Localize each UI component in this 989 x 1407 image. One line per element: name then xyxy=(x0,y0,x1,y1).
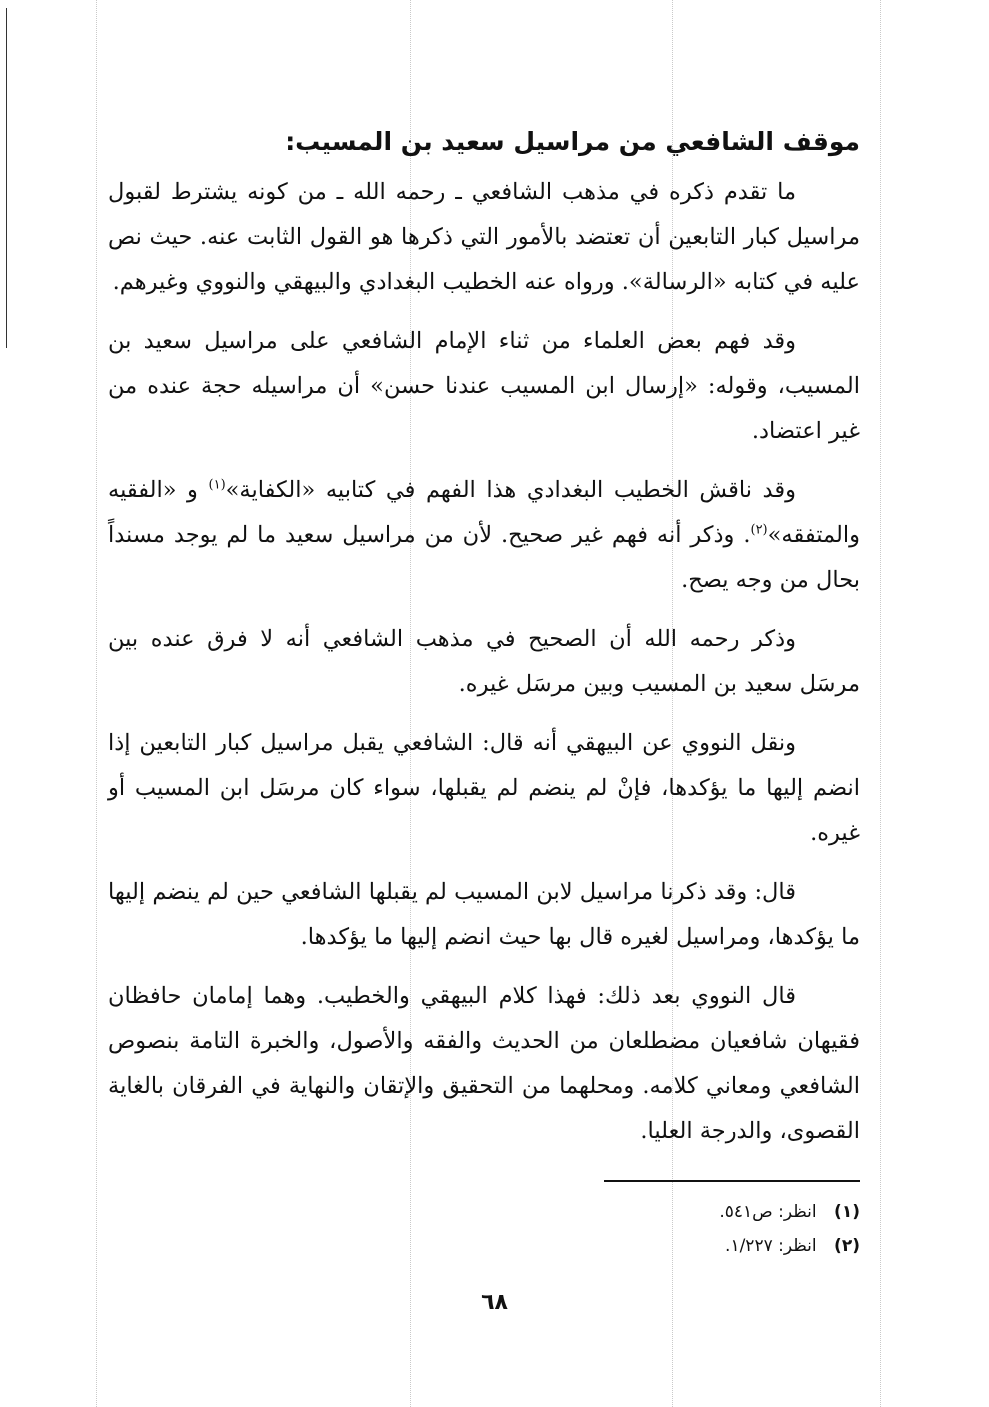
paragraph: وذكر رحمه الله أن الصحيح في مذهب الشافعي أنه لا فرق عنده بين مرسَل سعيد بن المسيب وبين مرسَل غيره. xyxy=(108,626,860,697)
footnote-text: انظر: ص٥٤١. xyxy=(719,1202,817,1222)
section-heading: موقف الشافعي من مراسيل سعيد بن المسيب: xyxy=(285,127,860,156)
page-body xyxy=(108,118,860,1168)
scan-artifact-line xyxy=(880,0,882,1407)
footnote-divider xyxy=(604,1180,860,1182)
paragraph-text: . وذكر أنه فهم غير صحيح. لأن من مراسيل سعيد ما لم يوجد مسنداً بحال من وجه يصح. xyxy=(108,522,860,593)
footnote-ref: (١) xyxy=(208,477,226,493)
footnote-number: (٢) xyxy=(834,1236,860,1256)
page-number: ٦٨ xyxy=(481,1290,508,1315)
paragraph-text: و «الفقيه والمتفقه» xyxy=(108,477,860,548)
footnotes xyxy=(460,1195,860,1263)
footnote xyxy=(460,1229,860,1263)
paragraph: قال النووي بعد ذلك: فهذا كلام البيهقي والخطيب. وهما إمامان حافظان فقيهان شافعيان مضطلعان من الحديث والفقه والأصول، والخبرة التامة بنصوص الشافعي ومعاني كلامه. ومحلهما من التحقيق والإتقان والنهاية في الفرقان بالغاية القصوى، والدرجة العليا. xyxy=(108,983,860,1144)
scan-artifact-line xyxy=(96,0,98,1407)
footnote-text: انظر: ١/٢٢٧. xyxy=(725,1236,817,1256)
footnote-number: (١) xyxy=(834,1202,860,1222)
paragraph: ونقل النووي عن البيهقي أنه قال: الشافعي يقبل مراسيل كبار التابعين إذا انضم إليها ما يؤكدها، فإنْ لم ينضم لم يقبلها، سواء كان مرسَل ابن المسيب أو غيره. xyxy=(108,730,860,846)
paragraph: قال: وقد ذكرنا مراسيل لابن المسيب لم يقبلها الشافعي حين لم ينضم إليها ما يؤكدها، ومراسيل لغيره قال بها حيث انضم إليها ما يؤكدها. xyxy=(108,879,860,950)
paragraph-text: وقد ناقش الخطيب البغدادي هذا الفهم في كتابيه «الكفاية» xyxy=(225,477,796,503)
footnote-ref: (٢) xyxy=(750,522,768,538)
paragraph: ما تقدم ذكره في مذهب الشافعي ـ رحمه الله ـ من كونه يشترط لقبول مراسيل كبار التابعين أن تعتضد بالأمور التي ذكرها هو القول الثابت عنه. حيث نص عليه في كتابه «الرسالة». ورواه عنه الخطيب البغدادي والبيهقي والنووي وغيرهم. xyxy=(108,179,860,295)
paragraph xyxy=(108,468,860,603)
footnote xyxy=(460,1195,860,1229)
margin-rule xyxy=(6,8,7,348)
paragraph: وقد فهم بعض العلماء من ثناء الإمام الشافعي على مراسيل سعيد بن المسيب، وقوله: «إرسال ابن المسيب عندنا حسن» أن مراسيله حجة عنده من غير اعتضاد. xyxy=(108,328,860,444)
